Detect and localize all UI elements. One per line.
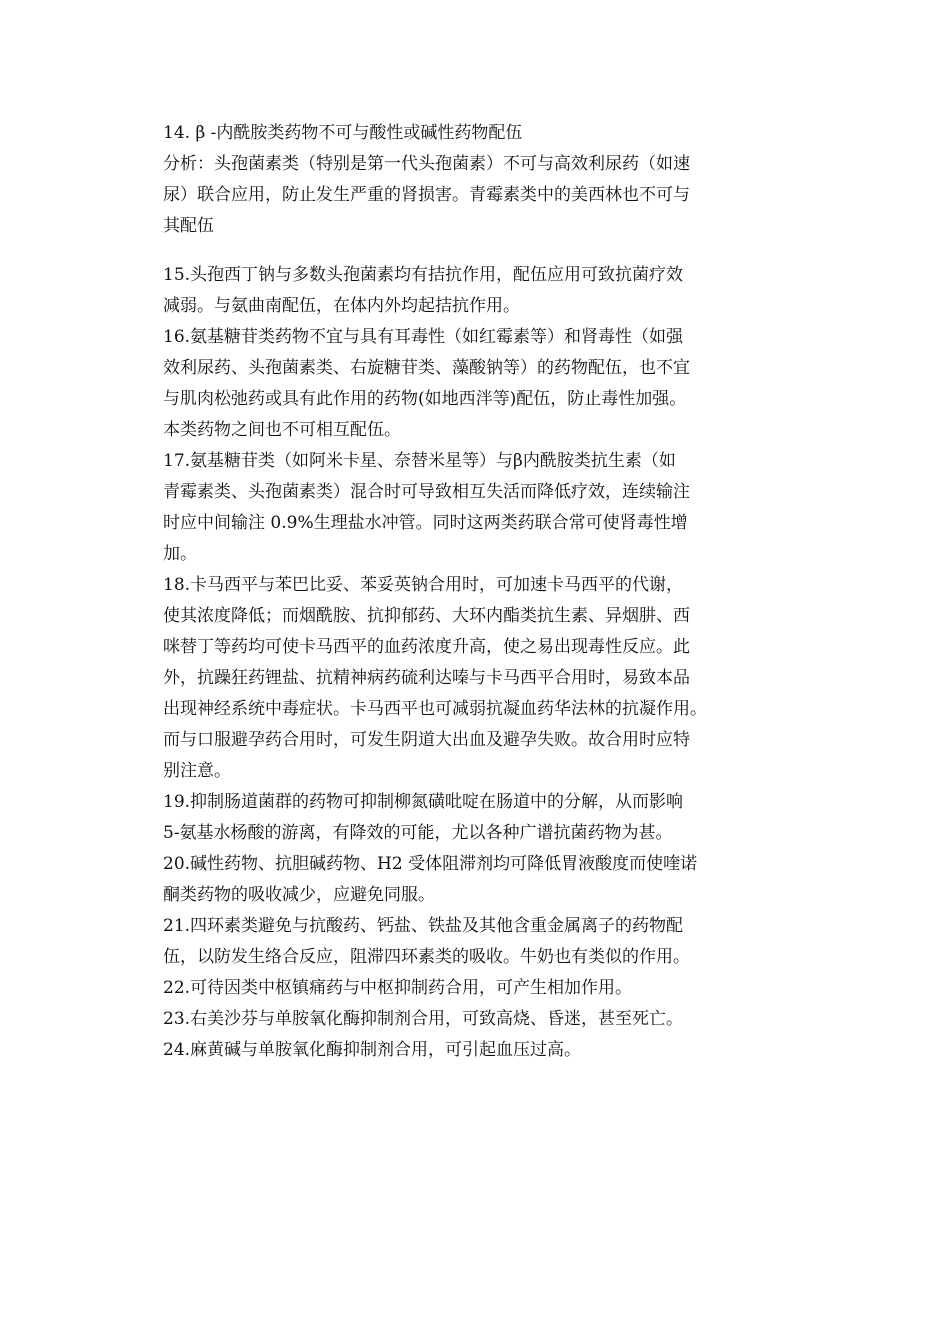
paragraph-18 bbox=[163, 570, 793, 787]
text-line: 17.氨基糖苷类（如阿米卡星、奈替米星等）与β内酰胺类抗生素（如 bbox=[163, 451, 676, 471]
text-line: 而与口服避孕药合用时，可发生阴道大出血及避孕失败。故合用时应特 bbox=[163, 730, 690, 750]
paragraph-15 bbox=[163, 260, 793, 322]
text-line: 16.氨基糖苷类药物不宜与具有耳毒性（如红霉素等）和肾毒性（如强 bbox=[163, 327, 684, 347]
text-line: 时应中间输注 0.9%生理盐水冲管。同时这两类药联合常可使肾毒性增 bbox=[163, 513, 688, 533]
text-line: 24.麻黄碱与单胺氧化酶抑制剂合用，可引起血压过高。 bbox=[163, 1040, 582, 1060]
text-line: 5-氨基水杨酸的游离，有降效的可能，尤以各种广谱抗菌药物为甚。 bbox=[163, 823, 673, 843]
paragraph-24 bbox=[163, 1035, 793, 1066]
text-line: 20.碱性药物、抗胆碱药物、H2 受体阻滞剂均可降低胃液酸度而使喹诺 bbox=[163, 854, 698, 874]
text-line: 咪替丁等药均可使卡马西平的血药浓度升高，使之易出现毒性反应。此 bbox=[163, 637, 690, 657]
text-line: 减弱。与氨曲南配伍，在体内外均起拮抗作用。 bbox=[163, 296, 520, 316]
paragraph-16 bbox=[163, 322, 793, 446]
text-line: 效利尿药、头孢菌素类、右旋糖苷类、藻酸钠等）的药物配伍，也不宜 bbox=[163, 358, 690, 378]
paragraph-17 bbox=[163, 446, 793, 570]
text-line: 本类药物之间也不可相互配伍。 bbox=[163, 420, 401, 440]
text-line: 19.抑制肠道菌群的药物可抑制柳氮磺吡啶在肠道中的分解，从而影响 bbox=[163, 792, 684, 812]
paragraph-14 bbox=[163, 118, 793, 242]
paragraph-23 bbox=[163, 1004, 793, 1035]
text-line: 伍，以防发生络合反应，阻滞四环素类的吸收。牛奶也有类似的作用。 bbox=[163, 947, 690, 967]
text-line: 出现神经系统中毒症状。卡马西平也可减弱抗凝血药华法林的抗凝作用。 bbox=[163, 699, 707, 719]
paragraph-gap bbox=[163, 242, 793, 260]
text-line: 其配伍 bbox=[163, 216, 214, 236]
paragraph-heading: 14. β -内酰胺类药物不可与酸性或碱性药物配伍 bbox=[163, 123, 523, 143]
text-line: 酮类药物的吸收减少，应避免同服。 bbox=[163, 885, 435, 905]
paragraph-19 bbox=[163, 787, 793, 849]
text-line: 18.卡马西平与苯巴比妥、苯妥英钠合用时，可加速卡马西平的代谢， bbox=[163, 575, 684, 595]
text-line: 青霉素类、头孢菌素类）混合时可导致相互失活而降低疗效，连续输注 bbox=[163, 482, 690, 502]
text-line: 使其浓度降低；而烟酰胺、抗抑郁药、大环内酯类抗生素、异烟肼、西 bbox=[163, 606, 690, 626]
text-line: 15.头孢西丁钠与多数头孢菌素均有拮抗作用，配伍应用可致抗菌疗效 bbox=[163, 265, 684, 285]
paragraph-21 bbox=[163, 911, 793, 973]
text-line: 别注意。 bbox=[163, 761, 231, 781]
text-line: 尿）联合应用，防止发生严重的肾损害。青霉素类中的美西林也不可与 bbox=[163, 185, 690, 205]
paragraph-20 bbox=[163, 849, 793, 911]
document-body bbox=[163, 118, 793, 1066]
text-line: 23.右美沙芬与单胺氧化酶抑制剂合用，可致高烧、昏迷，甚至死亡。 bbox=[163, 1009, 684, 1029]
text-line: 分析：头孢菌素类（特别是第一代头孢菌素）不可与高效利尿药（如速 bbox=[163, 154, 690, 174]
text-line: 21.四环素类避免与抗酸药、钙盐、铁盐及其他含重金属离子的药物配 bbox=[163, 916, 684, 936]
text-line: 加。 bbox=[163, 544, 197, 564]
text-line: 22.可待因类中枢镇痛药与中枢抑制药合用，可产生相加作用。 bbox=[163, 978, 633, 998]
text-line: 外，抗躁狂药锂盐、抗精神病药硫利达嗪与卡马西平合用时，易致本品 bbox=[163, 668, 690, 688]
text-line: 与肌肉松弛药或具有此作用的药物(如地西泮等)配伍，防止毒性加强。 bbox=[163, 389, 687, 409]
paragraph-22 bbox=[163, 973, 793, 1004]
